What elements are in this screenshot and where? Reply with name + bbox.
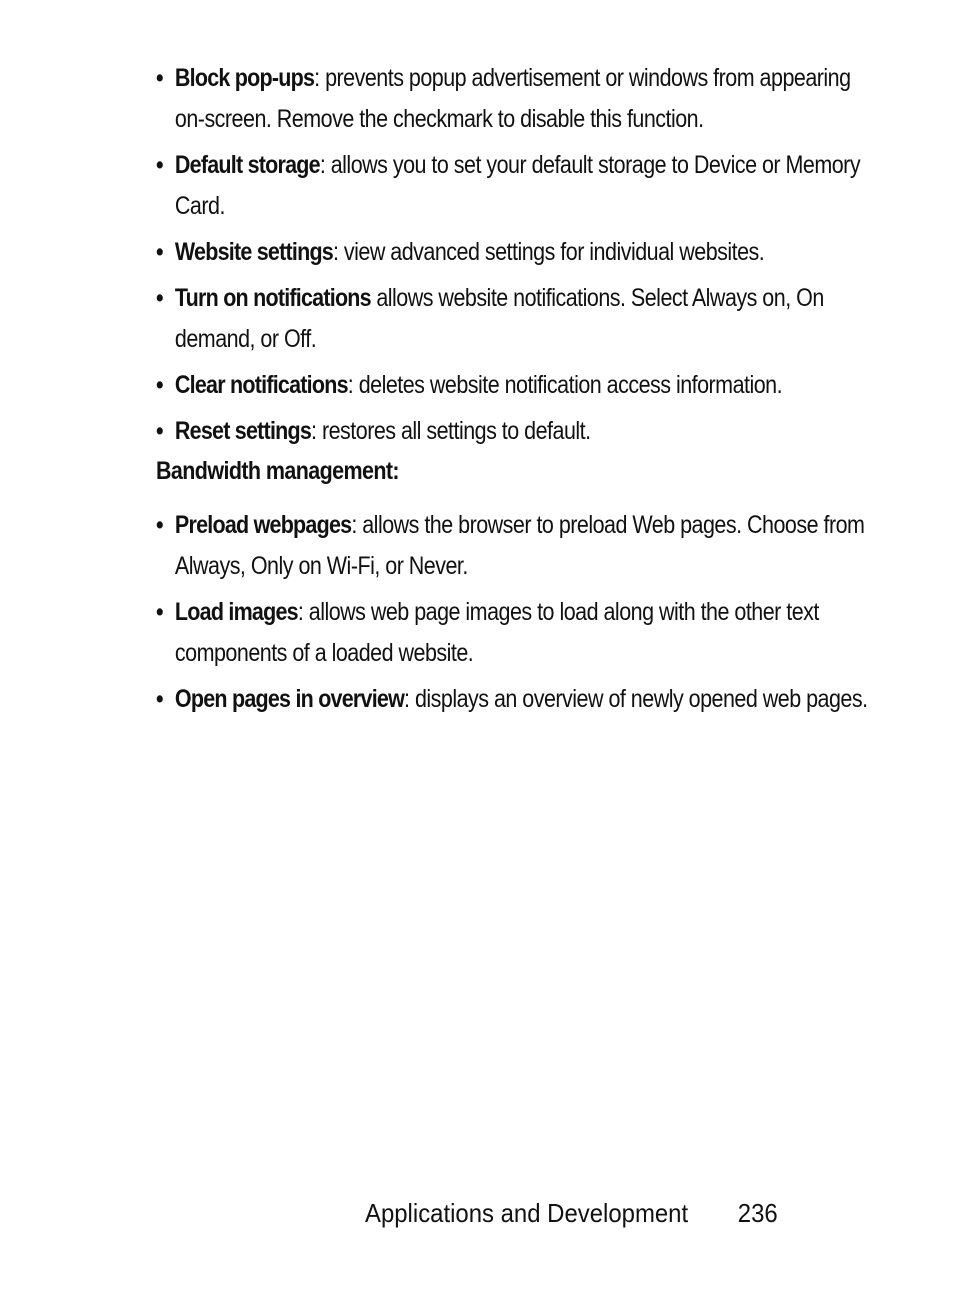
setting-term: Default storage [174,151,320,179]
setting-description: allows website notifications. Select Always on, On demand, or Off. [174,284,824,353]
bullet: • [156,417,164,445]
bandwidth-list [156,505,868,720]
page-footer [365,1195,778,1231]
setting-term: Preload webpages [174,511,352,539]
list-item [156,411,875,452]
setting-description: : displays an overview of newly opened web pages. [404,685,868,713]
settings-list [156,58,861,452]
bullet: • [156,511,164,539]
bullet: • [156,598,164,626]
setting-description: : prevents popup advertisement or windows from appearing on-screen. Remove the checkmark to disable this function. [174,64,851,133]
setting-description: : deletes website notification access information. [347,371,783,399]
list-item [156,505,875,587]
bullet: • [156,371,164,399]
list-item [156,592,875,674]
list-item [156,365,875,406]
setting-term: Block pop-ups [174,64,315,92]
setting-term: Open pages in overview [174,685,405,713]
bullet: • [156,151,164,179]
setting-term: Turn on notifications [174,284,371,312]
list-item [156,232,875,273]
setting-description: : allows you to set your default storage to Device or Memory Card. [174,151,861,220]
list-item [156,679,875,720]
bullet: • [156,64,164,92]
setting-term: Reset settings [174,417,312,445]
list-item [156,58,875,140]
list-item [156,278,875,360]
bullet: • [156,685,164,713]
footer-section-title: Applications and Development [365,1198,689,1228]
bandwidth-heading: Bandwidth management: [156,457,399,485]
bullet: • [156,284,164,312]
setting-description: : restores all settings to default. [311,417,591,445]
page-number: 236 [737,1198,778,1228]
bullet: • [156,238,164,266]
setting-term: Website settings [174,238,333,266]
setting-term: Clear notifications [174,371,348,399]
setting-description: : view advanced settings for individual websites. [332,238,765,266]
list-item [156,145,875,227]
page-content [156,58,868,725]
setting-description: : allows the browser to preload Web pages. Choose from Always, Only on Wi-Fi, or Never. [174,511,865,580]
setting-description: : allows web page images to load along with the other text components of a loaded website. [174,598,819,667]
setting-term: Load images [174,598,298,626]
